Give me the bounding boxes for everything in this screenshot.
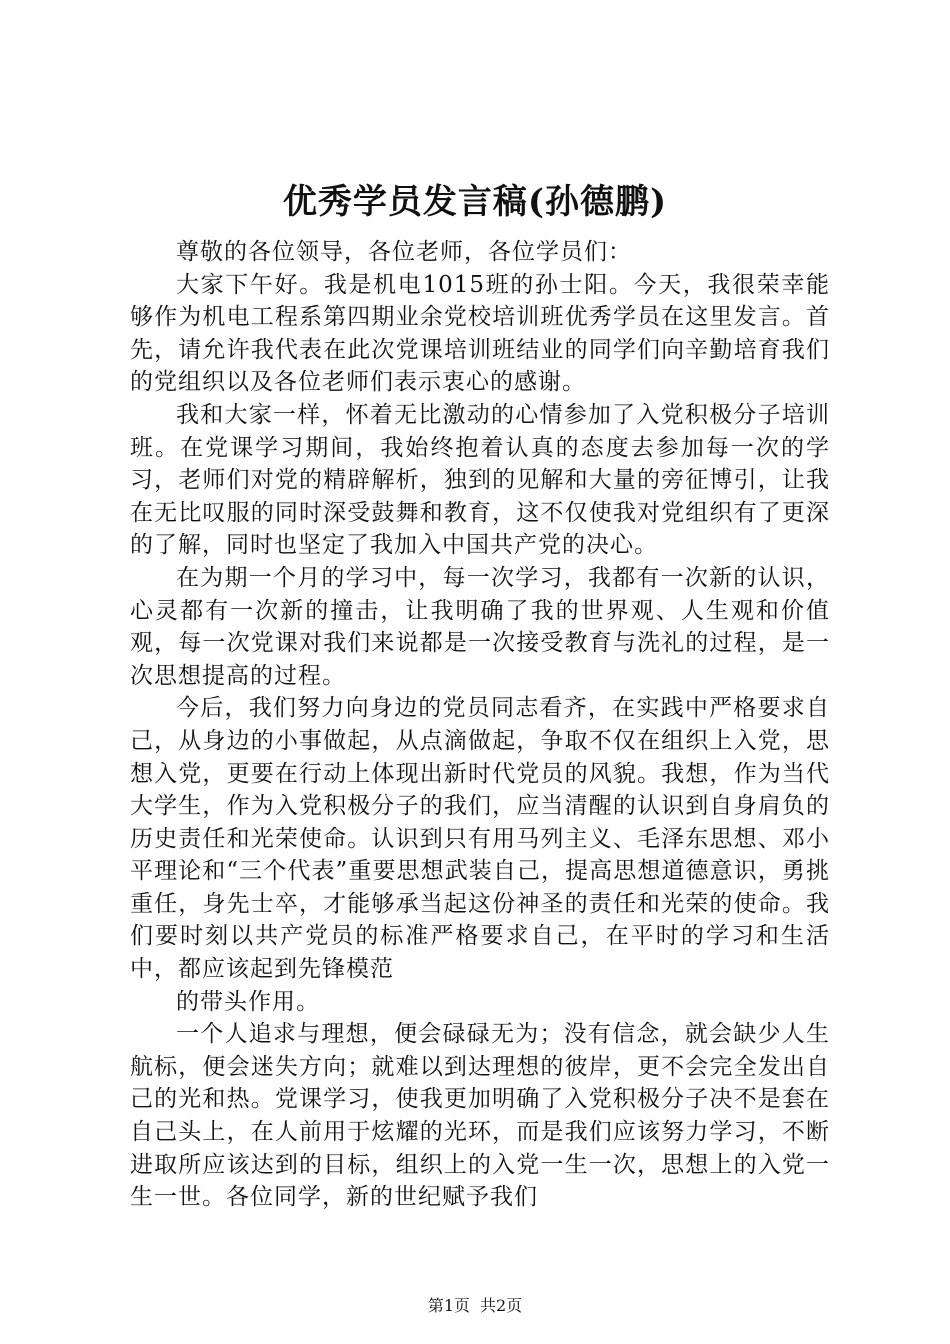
page-total: 共2页 [480,1296,523,1315]
body-paragraph: 一个人追求与理想，便会碌碌无为；没有信念，就会缺少人生航标，便会迷失方向；就难以到达理想的彼岸，更不会完全发出自己的光和热。党课学习，使我更加明确了入党积极分子决不是套在自己头上，在人前用于炫耀的光环，而是我们应该努力学习，不断进取所应该达到的目标，组织上的入党一生一次，思想上的入党一生一世。各位同学，新的世纪赋予我们 [130,1021,830,1211]
document-title: 优秀学员发言稿(孙德鹏) [282,182,668,222]
page-number: 第1页 [427,1296,470,1315]
body-paragraph: 大家下午好。我是机电1015班的孙士阳。今天，我很荣幸能够作为机电工程系第四期业余党校培训班优秀学员在这里发言。首先，请允许我代表在此次党课培训班结业的同学们向辛勤培育我们的党组织以及各位老师们表示衷心的感谢。 [130,271,830,396]
body-paragraph: 今后，我们努力向身边的党员同志看齐，在实践中严格要求自己，从身边的小事做起，从点滴做起，争取不仅在组织上入党，思想入党，更要在行动上体现出新时代党员的风貌。我想，作为当代大学生，作为入党积极分子的我们，应当清醒的认识到自身肩负的历史责任和光荣使命。认识到只有用马列主义、毛泽东思想、邓小平理论和“三个代表”重要思想武装自己，提高思想道德意识，勇挑重任，身先士卒，才能够承当起这份神圣的责任和光荣的使命。我们要时刻以共产党员的标准严格要求自己，在平时的学习和生活中，都应该起到先锋模范 [130,695,830,983]
body-paragraph: 的带头作用。 [176,988,320,1015]
page-footer [0,1296,950,1316]
salutation-paragraph: 尊敬的各位领导，各位老师，各位学员们： [176,239,632,265]
document-body [130,236,830,1214]
body-paragraph: 我和大家一样，怀着无比激动的心情参加了入党积极分子培训班。在党课学习期间，我始终抱着认真的态度去参加每一次的学习，老师们对党的精辟解析，独到的见解和大量的旁征博引，让我在无比叹服的同时深受鼓舞和教育，这不仅使我对党组织有了更深的了解，同时也坚定了我加入中国共产党的决心。 [130,401,830,559]
body-paragraph: 在为期一个月的学习中，每一次学习，我都有一次新的认识，心灵都有一次新的撞击，让我明确了我的世界观、人生观和价值观，每一次党课对我们来说都是一次接受教育与洗礼的过程，是一次思想提高的过程。 [130,564,830,689]
